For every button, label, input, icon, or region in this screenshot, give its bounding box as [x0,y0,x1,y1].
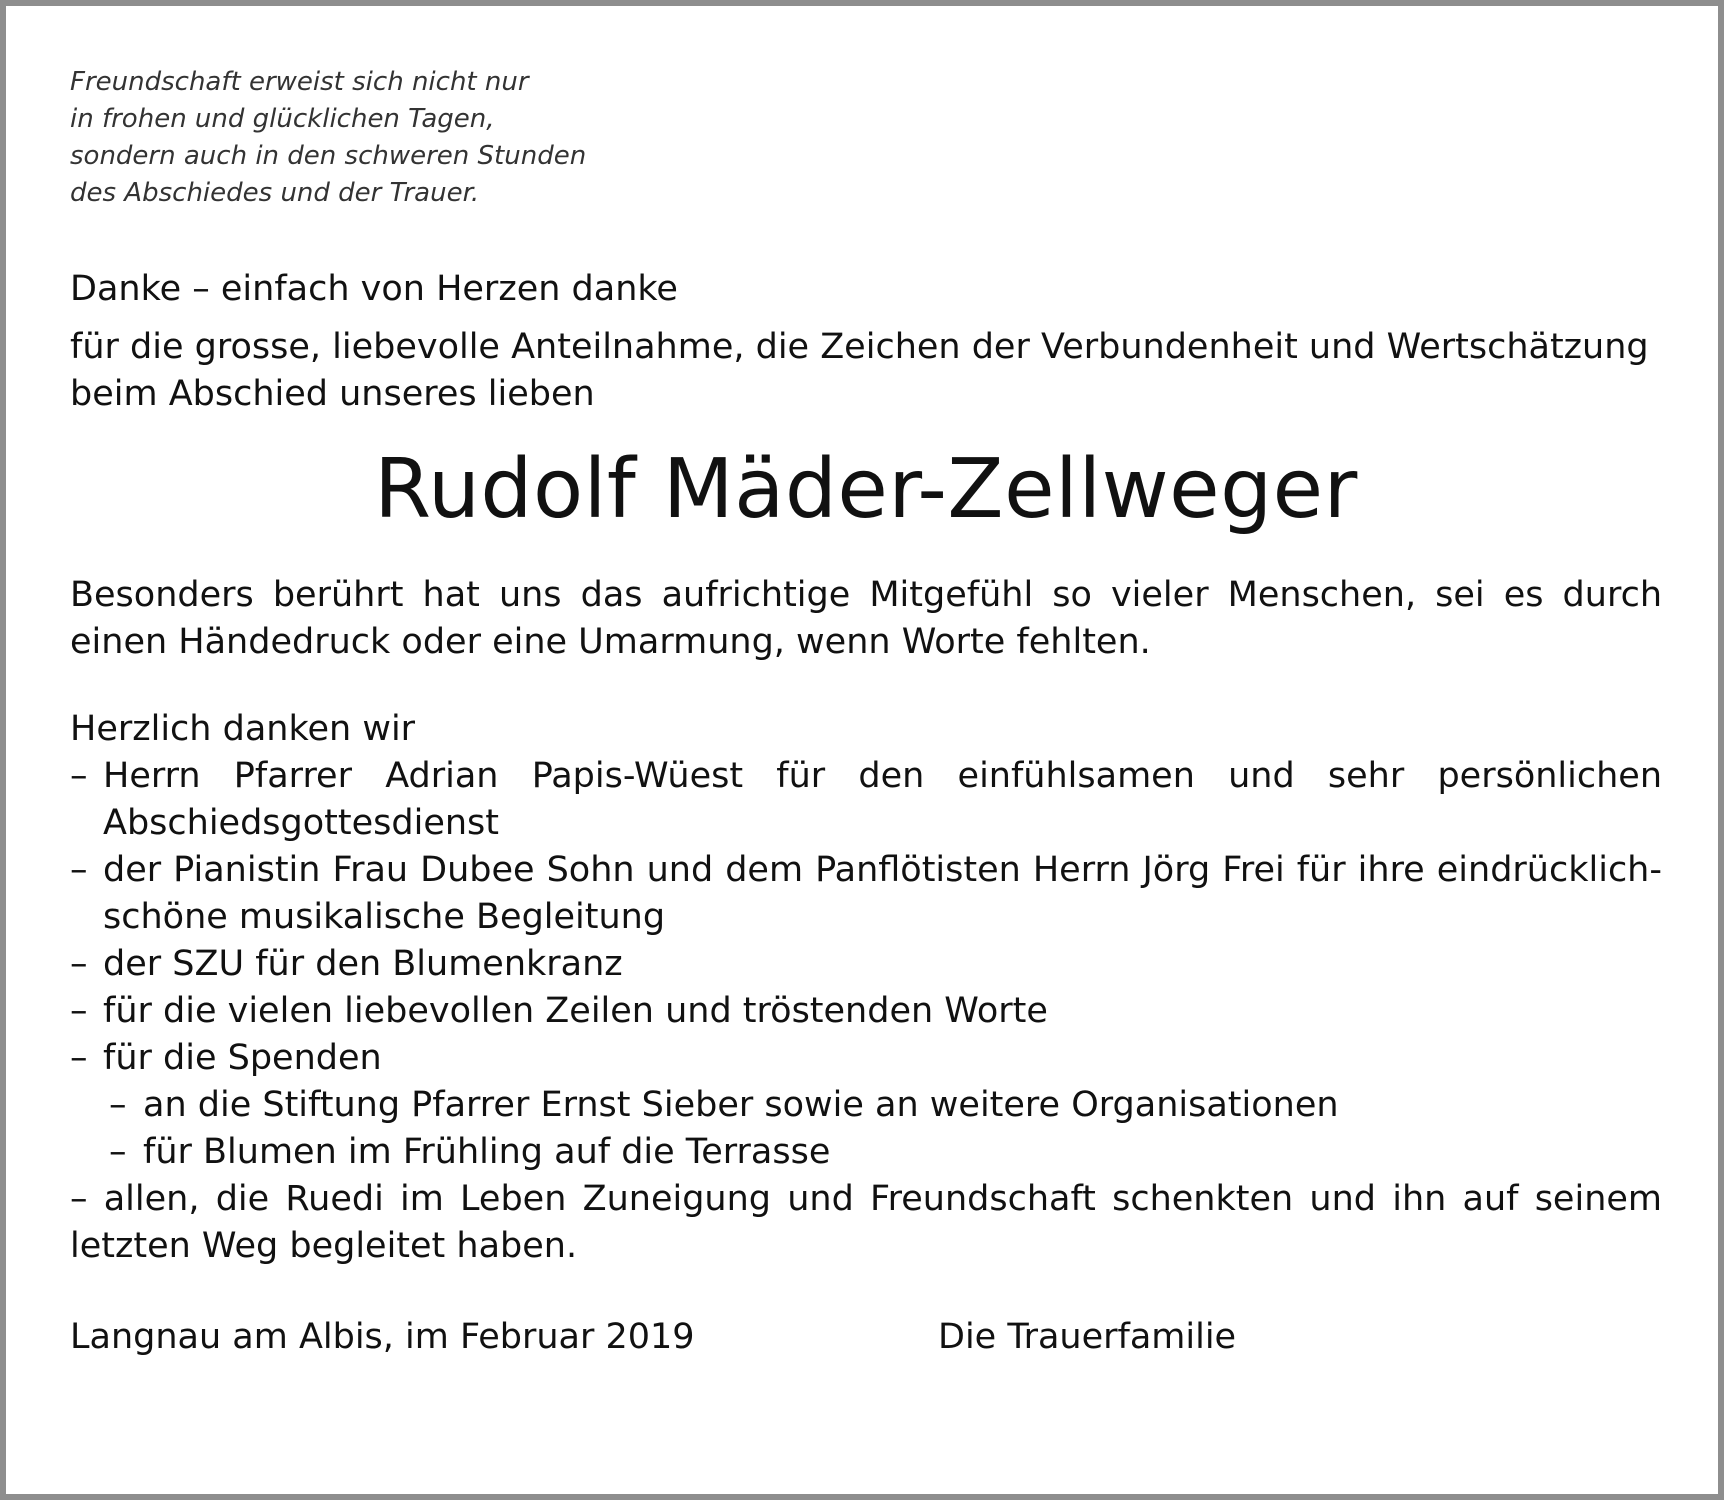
list-item [70,847,1662,941]
list-item-text: der Pianistin Frau Dubee Sohn und dem Panflötisten Herrn Jörg Frei für ihre eindrücklich-schöne musikalische Begleitung [103,850,1662,937]
intro-text: für die grosse, liebevolle Anteilnahme, die Zeichen der Verbundenheit und Wertschätzung beim Abschied unseres lieben [70,327,1649,414]
dash-marker: – [70,756,88,796]
dash-marker: – [70,1038,88,1078]
motto-quote [70,64,1662,212]
notice-content [70,64,1662,1361]
list-item [70,1176,1662,1270]
signature: Die Trauerfamilie [938,1317,1237,1357]
motto-line: sondern auch in den schweren Stunden [70,141,587,171]
motto-line: in frohen und glücklichen Tagen, [70,104,495,134]
list-item [70,1035,1662,1176]
list-item-text: Herrn Pfarrer Adrian Papis-Wüest für den einfühlsamen und sehr persönlichen Abschiedsgottesdienst [103,756,1662,843]
deceased-name: Rudolf Mäder-Zellweger [374,442,1358,537]
notice-footer [70,1314,1662,1361]
list-item-text: für die vielen liebevollen Zeilen und tröstenden Worte [103,991,1048,1031]
sublist-item-text: für Blumen im Frühling auf die Terrasse [143,1132,831,1172]
list-item-text: der SZU für den Blumenkranz [103,944,623,984]
list-item-text: für die Spenden [103,1038,382,1078]
list-item [70,988,1662,1035]
dash-marker: – [70,850,88,890]
motto-line: Freundschaft erweist sich nicht nur [70,67,529,97]
gratitude-paragraph: Besonders berührt hat uns das aufrichtige Mitgefühl so vieler Menschen, sei es durch einen Händedruck oder eine Umarmung, wenn Worte fehlten. [70,575,1662,662]
dash-marker: – [70,944,88,984]
dash-marker: – [70,1179,104,1219]
dash-marker: – [109,1132,127,1172]
place-date: Langnau am Albis, im Februar 2019 [70,1317,695,1357]
list-heading: Herzlich danken wir [70,709,416,749]
dash-marker: – [109,1085,127,1125]
motto-line: des Abschiedes und der Trauer. [70,178,480,208]
thanks-title: Danke – einfach von Herzen danke [70,269,678,309]
sublist-item [103,1082,1662,1129]
list-item [70,753,1662,847]
list-item [70,941,1662,988]
donation-sublist [103,1082,1662,1176]
sublist-item-text: an die Stiftung Pfarrer Ernst Sieber sowie an weitere Organisationen [143,1085,1339,1125]
list-item-text: allen, die Ruedi im Leben Zuneigung und Freundschaft schenkten und ihn auf seinem letzten Weg begleitet haben. [70,1179,1662,1266]
thanks-list [70,753,1662,1270]
dash-marker: – [70,991,88,1031]
sublist-item [103,1129,1662,1176]
